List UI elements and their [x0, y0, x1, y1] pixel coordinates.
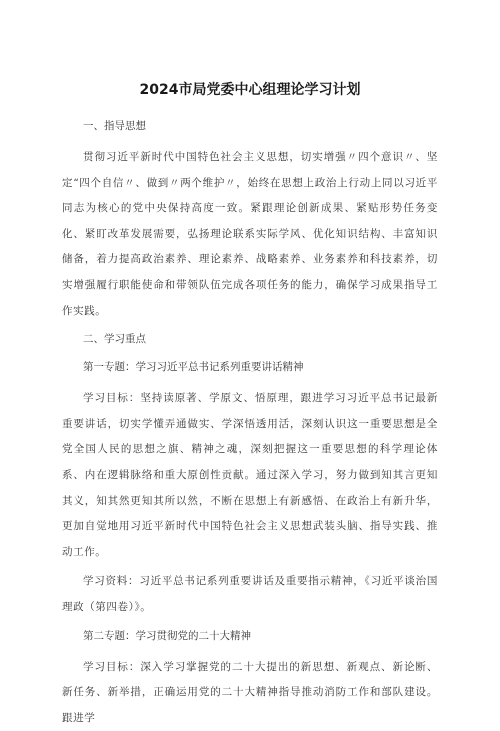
- topic2-study-goal: 学习目标：深入学习掌握党的二十大提出的新思想、新观点、新论断、新任务、新举措，正确运用党的二十大精神指导推动消防工作和部队建设。跟进学: [62, 655, 438, 731]
- document-title: 2024市局党委中心组理论学习计划: [62, 80, 438, 100]
- topic2-heading: 第二专题：学习贯彻党的二十大精神: [62, 627, 438, 645]
- topic1-heading: 第一专题：学习习近平总书记系列重要讲话精神: [62, 358, 438, 376]
- paragraph-guiding-ideology: 贯彻习近平新时代中国特色社会主义思想，切实增强〃四个意识〃、坚定“四个自信〃、做到〃两个维护〃，始终在思想上政治上行动上同以习近平同志为核心的党中央保持高度一致。紧跟理论创新成果、紧贴形势任务变化、紧盯改革发展需要，弘扬理论联系实际学风、优化知识结构、丰富知识储备，着力提高政治素养、理论素养、战略素养、业务素养和科技素养，切实增强履行职能使命和带领队伍完成各项任务的能力，确保学习成果指导工作实践。: [62, 145, 438, 324]
- section-heading-study-focus: 二、学习重点: [62, 330, 438, 348]
- topic1-study-materials: 学习资料：习近平总书记系列重要讲话及重要指示精神，《习近平谈治国理政（第四卷）》。: [62, 569, 438, 620]
- section-heading-guiding-ideology: 一、指导思想: [62, 117, 438, 135]
- topic1-study-goal: 学习目标：坚持读原著、学原文、悟原理，跟进学习习近平总书记最新重要讲话，切实学懂弄通做实、学深悟透用活，深刻认识这一重要思想是全党全国人民的思想之旗、精神之魂，深刻把握这一重要思想的科学理论体系、内在逻辑脉络和重大原创性贡献。通过深入学习，努力做到知其言更知其义，知其然更知其所以然，不断在思想上有新感悟、在政治上有新升华，更加自觉地用习近平新时代中国特色社会主义思想武装头脑、指导实践、推动工作。: [62, 386, 438, 565]
